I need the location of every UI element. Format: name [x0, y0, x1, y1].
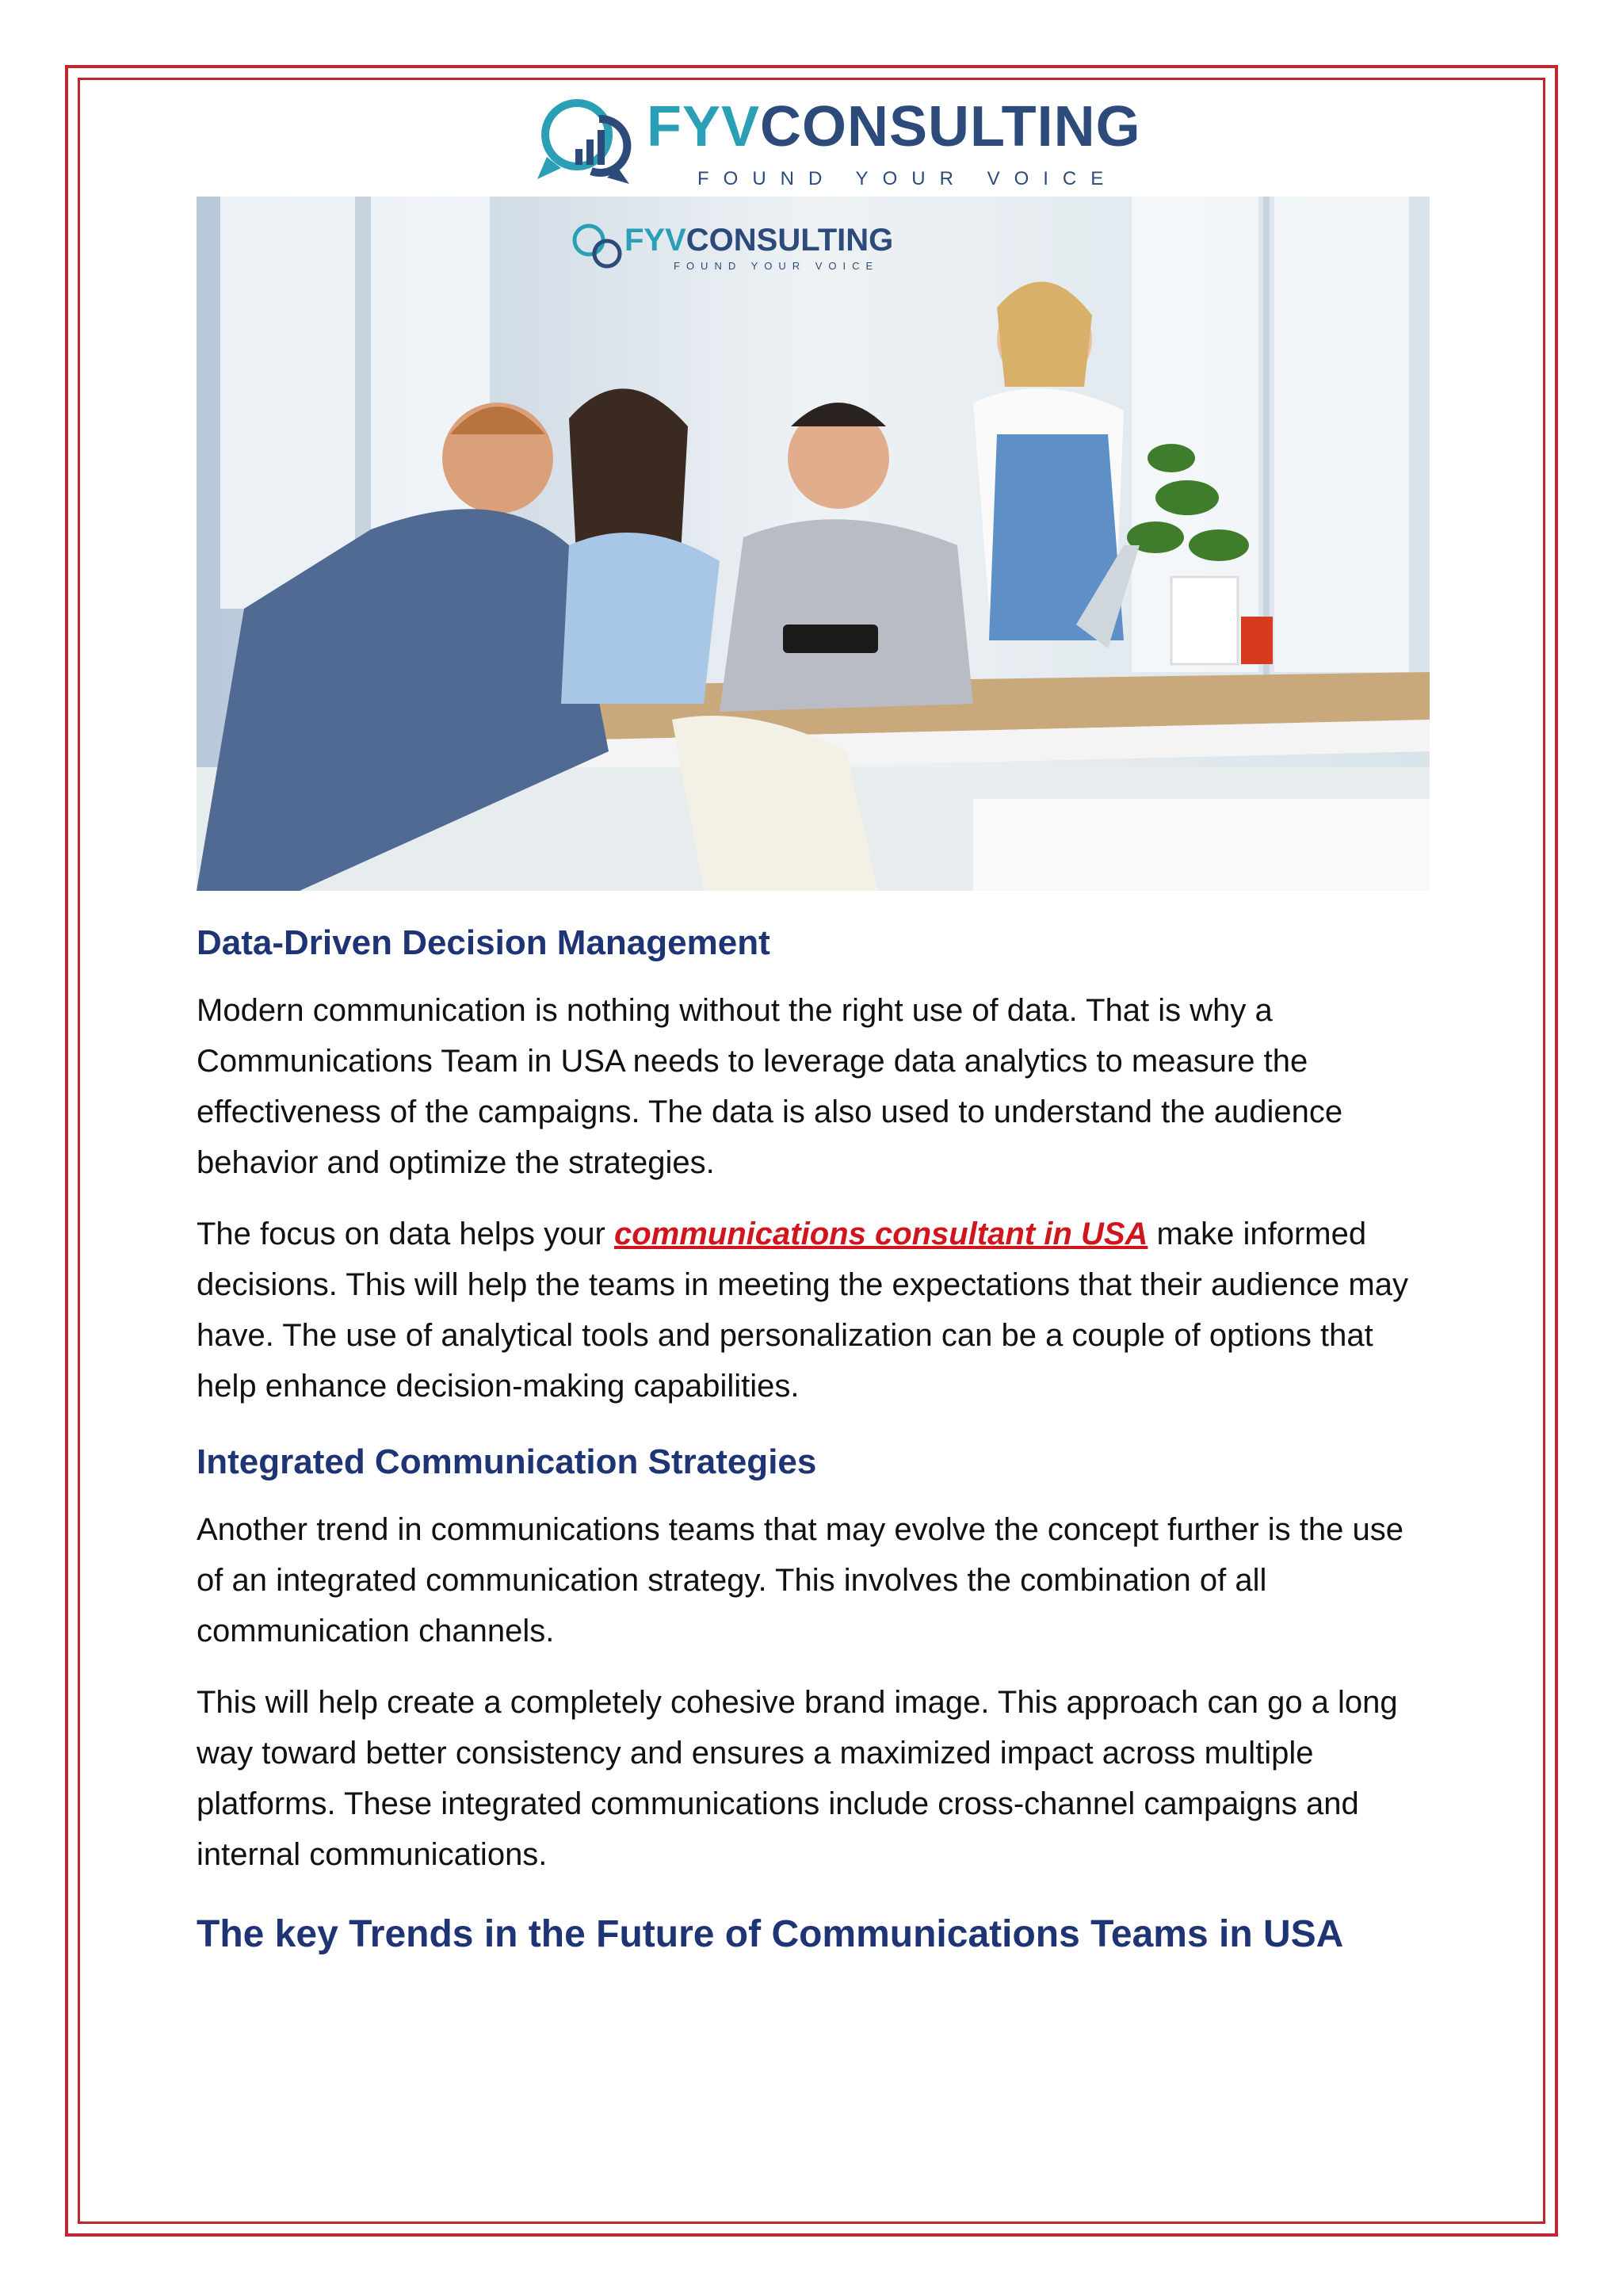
speech-bubble-chart-icon [529, 95, 640, 190]
logo-wordmark [647, 95, 1141, 159]
section1-paragraph2 [197, 1209, 1433, 1412]
photo-overlay-brand-consulting: CONSULTING [685, 223, 894, 258]
section1-paragraph2-before: The focus on data helps your [197, 1216, 614, 1251]
team-meeting-illustration [197, 197, 1430, 891]
fyv-logo [529, 92, 1141, 195]
logo-tagline: FOUND YOUR VOICE [697, 168, 1118, 189]
section2-paragraph1: Another trend in communications teams that may evolve the concept further is the use of an integrated communication strategy. This involves the combination of all communication channels. [197, 1511, 1404, 1648]
section2-paragraph2: This will help create a completely cohesive brand image. This approach can go a long way toward better consistency and ensures a maximized impact across multiple platforms. These integrated communications include cross-channel campaigns and internal communications. [197, 1684, 1398, 1872]
section-heading-data-driven: Data-Driven Decision Management [197, 923, 770, 962]
section1-paragraph1: Modern communication is nothing without the right use of data. That is why a Communications Team in USA needs to leverage data analytics to measure the effectiveness of the campaigns. The data is also used to understand the audience behavior and optimize the strategies. [197, 992, 1343, 1180]
photo-overlay-tagline: FOUND YOUR VOICE [674, 260, 880, 272]
section-heading-key-trends: The key Trends in the Future of Communications Teams in USA [197, 1912, 1344, 1955]
team-meeting-photo [197, 197, 1430, 891]
communications-consultant-link[interactable]: communications consultant in USA [614, 1216, 1148, 1251]
article-content [197, 911, 1433, 1957]
photo-overlay-brand-fyv: FYV [624, 223, 686, 258]
logo-wordmark-consulting: CONSULTING [760, 95, 1141, 159]
logo-wordmark-fyv: FYV [647, 95, 761, 159]
photo-overlay-brand [624, 223, 893, 258]
section-heading-integrated: Integrated Communication Strategies [197, 1442, 817, 1481]
section1-paragraph2-after: make informed decisions. This will help the teams in meeting the expectations that their audience may have. The use of analytical tools and personalization can be a couple of options that help enhance decision-making capabilities. [197, 1216, 1408, 1404]
